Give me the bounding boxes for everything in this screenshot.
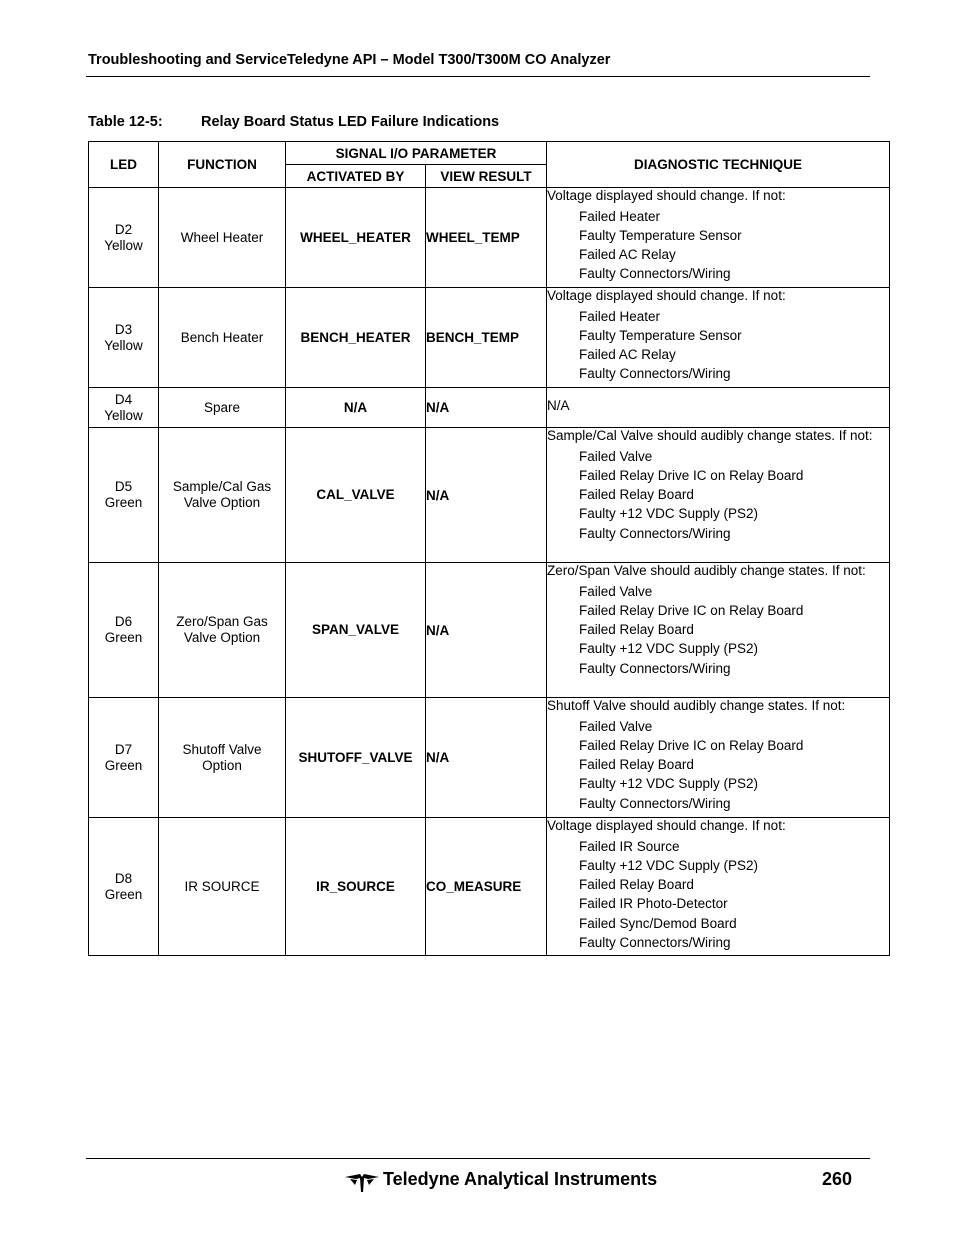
diagnostic-item: Failed Heater — [579, 308, 661, 324]
table-body — [89, 188, 890, 956]
diagnostic-cell — [547, 698, 890, 818]
diagnostic-item: Faulty Connectors/Wiring — [579, 266, 731, 282]
led-id: D6 — [114, 614, 133, 629]
running-header: Troubleshooting and ServiceTeledyne API – Model T300/T300M CO Analyzer — [88, 52, 611, 68]
table-row — [89, 563, 890, 698]
diagnostic-cell — [547, 563, 890, 698]
diagnostic-item: Failed Valve — [579, 718, 653, 734]
diagnostic-item: Faulty +12 VDC Supply (PS2) — [579, 857, 758, 873]
diagnostic-item: Failed Relay Board — [579, 622, 694, 638]
led-color: Green — [104, 757, 143, 773]
table-row — [89, 818, 890, 956]
function-cell: Shutoff Valve Option — [159, 698, 286, 818]
function-cell: Wheel Heater — [159, 188, 286, 288]
led-cell — [89, 563, 159, 698]
led-id: D8 — [114, 870, 133, 886]
activated-by-cell: SPAN_VALVE — [286, 563, 426, 698]
diagnostic-item: Failed Relay Drive IC on Relay Board — [579, 467, 804, 483]
activated-by-cell: N/A — [286, 388, 426, 428]
led-cell — [89, 698, 159, 818]
diagnostic-item: Failed Relay Board — [579, 757, 694, 773]
footer-company-name: Teledyne Analytical Instruments — [383, 1169, 658, 1189]
view-result-cell: N/A — [426, 698, 547, 818]
diagnostic-intro: N/A — [547, 398, 570, 414]
led-color: Green — [104, 495, 143, 510]
diagnostic-item: Failed Sync/Demod Board — [579, 915, 737, 931]
function-cell: Bench Heater — [159, 288, 286, 388]
diagnostic-item: Failed AC Relay — [579, 247, 676, 263]
diagnostic-item: Failed Relay Drive IC on Relay Board — [579, 602, 804, 618]
activated-by-cell: SHUTOFF_VALVE — [286, 698, 426, 818]
diagnostic-item: Faulty Connectors/Wiring — [579, 934, 731, 950]
diagnostic-intro: Voltage displayed should change. If not: — [547, 288, 786, 303]
diagnostic-item: Failed Relay Board — [579, 487, 694, 503]
led-id: D5 — [114, 479, 133, 494]
led-color: Yellow — [104, 237, 143, 253]
diagnostic-intro: Voltage displayed should change. If not: — [547, 188, 786, 203]
function-cell: Zero/Span Gas Valve Option — [159, 563, 286, 698]
diagnostic-item: Failed IR Photo-Detector — [579, 896, 728, 912]
diagnostic-item: Failed Relay Board — [579, 877, 694, 893]
diagnostic-item: Faulty +12 VDC Supply (PS2) — [579, 506, 758, 522]
header-activated-by: ACTIVATED BY — [286, 165, 426, 188]
diagnostic-item: Failed Valve — [579, 583, 653, 599]
diagnostic-item: Faulty +12 VDC Supply (PS2) — [579, 641, 758, 657]
table-row — [89, 388, 890, 428]
activated-by-cell: CAL_VALVE — [286, 428, 426, 563]
diagnostic-cell — [547, 818, 890, 956]
led-color: Green — [104, 630, 143, 645]
led-id: D7 — [114, 741, 133, 757]
footer-rule — [86, 1158, 870, 1159]
led-cell — [89, 388, 159, 428]
view-result-cell: BENCH_TEMP — [426, 288, 547, 388]
activated-by-cell: IR_SOURCE — [286, 818, 426, 956]
led-cell — [89, 188, 159, 288]
diagnostic-item: Failed AC Relay — [579, 347, 676, 363]
header-function: FUNCTION — [159, 142, 286, 188]
diagnostic-intro: Voltage displayed should change. If not: — [547, 818, 786, 833]
view-result-cell: N/A — [426, 388, 547, 428]
relay-led-table — [88, 141, 890, 956]
diagnostic-intro: Zero/Span Valve should audibly change states. If not: — [547, 563, 866, 578]
table-row — [89, 288, 890, 388]
table-row — [89, 698, 890, 818]
table-row — [89, 188, 890, 288]
header-led: LED — [89, 142, 159, 188]
diagnostic-item: Faulty Connectors/Wiring — [579, 525, 731, 541]
diagnostic-item: Failed Valve — [579, 448, 653, 464]
led-id: D3 — [114, 321, 133, 337]
table-title: Relay Board Status LED Failure Indications — [201, 114, 500, 130]
view-result-cell: N/A — [426, 428, 547, 563]
activated-by-cell: BENCH_HEATER — [286, 288, 426, 388]
led-id: D4 — [114, 391, 133, 407]
header-signal-io-parameter: SIGNAL I/O PARAMETER — [286, 142, 547, 165]
led-cell — [89, 428, 159, 563]
diagnostic-item: Faulty +12 VDC Supply (PS2) — [579, 776, 758, 792]
diagnostic-item: Failed Heater — [579, 208, 661, 224]
diagnostic-intro: Shutoff Valve should audibly change states. If not: — [547, 698, 846, 713]
led-color: Green — [104, 886, 143, 902]
header-diagnostic-technique: DIAGNOSTIC TECHNIQUE — [547, 142, 890, 188]
led-color: Yellow — [104, 407, 143, 423]
diagnostic-cell — [547, 428, 890, 563]
diagnostic-item: Faulty Connectors/Wiring — [579, 795, 731, 811]
view-result-cell: N/A — [426, 563, 547, 698]
led-id: D2 — [114, 221, 133, 237]
diagnostic-item: Faulty Temperature Sensor — [579, 327, 742, 343]
diagnostic-item: Faulty Temperature Sensor — [579, 227, 742, 243]
function-cell: Spare — [159, 388, 286, 428]
diagnostic-item: Faulty Connectors/Wiring — [579, 660, 731, 676]
diagnostic-cell — [547, 388, 890, 428]
view-result-cell: CO_MEASURE — [426, 818, 547, 956]
function-cell: IR SOURCE — [159, 818, 286, 956]
diagnostic-item: Failed Relay Drive IC on Relay Board — [579, 737, 804, 753]
diagnostic-item: Faulty Connectors/Wiring — [579, 366, 731, 382]
header-view-result: VIEW RESULT — [426, 165, 547, 188]
led-cell — [89, 818, 159, 956]
diagnostic-intro: Sample/Cal Valve should audibly change states. If not: — [547, 428, 873, 443]
activated-by-cell: WHEEL_HEATER — [286, 188, 426, 288]
table-caption — [88, 114, 499, 130]
header-rule — [86, 76, 870, 77]
teledyne-logo-icon — [344, 1172, 380, 1194]
diagnostic-cell — [547, 288, 890, 388]
led-color: Yellow — [104, 337, 143, 353]
table-row — [89, 428, 890, 563]
diagnostic-cell — [547, 188, 890, 288]
table-number: Table 12-5: — [88, 114, 163, 130]
led-cell — [89, 288, 159, 388]
function-cell: Sample/Cal Gas Valve Option — [159, 428, 286, 563]
view-result-cell: WHEEL_TEMP — [426, 188, 547, 288]
page-number: 260 — [822, 1169, 853, 1189]
diagnostic-item: Failed IR Source — [579, 838, 680, 854]
